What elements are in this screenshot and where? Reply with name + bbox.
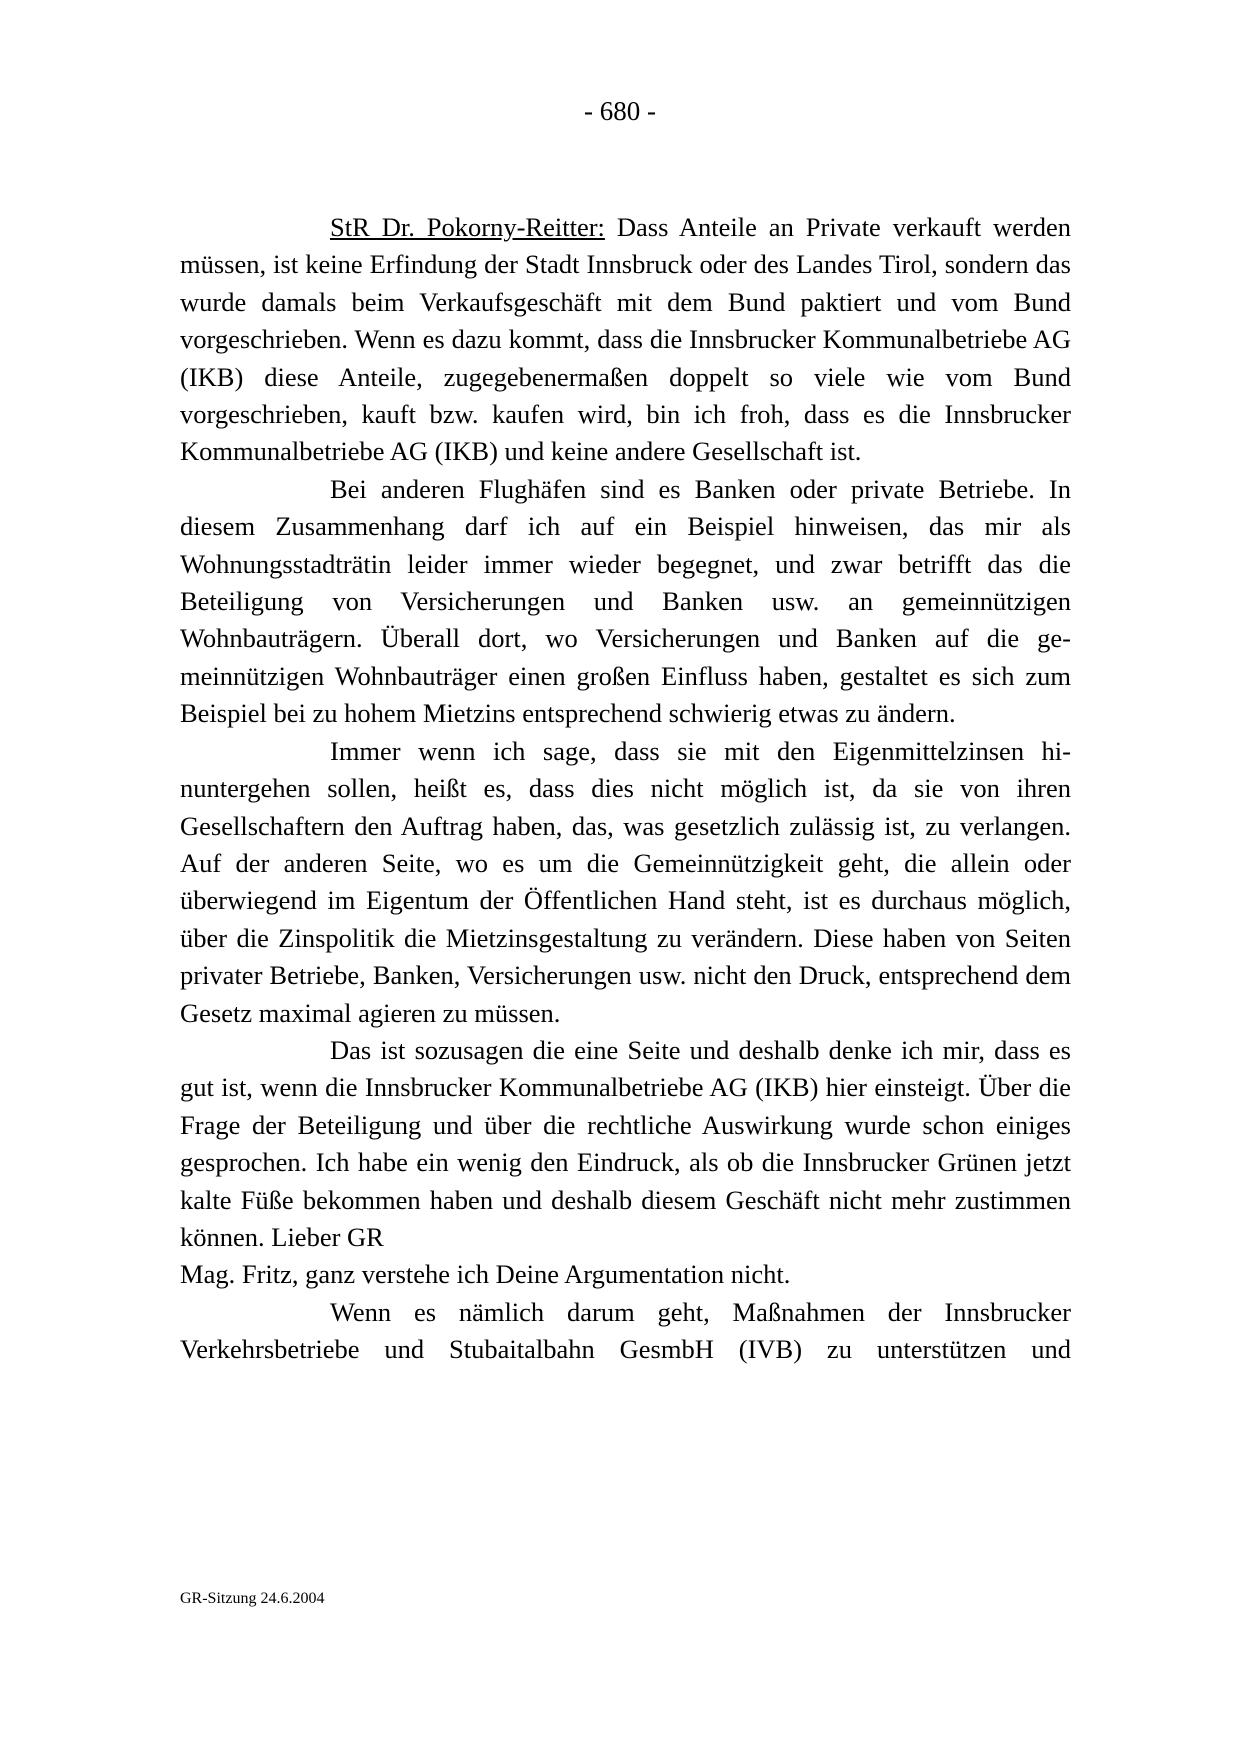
document-body	[180, 209, 1071, 1369]
speaker-name: StR Dr. Pokorny-Reitter:	[330, 212, 605, 242]
paragraph-6: Wenn es nämlich darum geht, Maßnahmen der Innsbrucker Verkehrsbetriebe und Stubaitalbahn GesmbH (IVB) zu unterstützen und	[180, 1296, 1071, 1365]
paragraph-2: Bei anderen Flughäfen sind es Banken oder private Betriebe. In diesem Zusammenhang darf ich auf ein Beispiel hinweisen, das mir als Wohnungsstadträtin leider immer wieder begegnet, und zwar betrifft das die Beteiligung von Versicherungen und Banken usw. an gemeinnützigen Wohnbauträgern. Überall dort, wo Versicherungen und Banken auf die gemeinnützigen Wohnbauträger einen großen Einfluss haben, gestaltet es sich zum Beispiel bei zu hohem Mietzins entsprechend schwierig etwas zu ändern.	[180, 473, 1071, 729]
footer-session-date: GR-Sitzung 24.6.2004	[180, 1590, 325, 1607]
paragraph-3: Immer wenn ich sage, dass sie mit den Eigenmittelzinsen hinuntergehen sollen, heißt es, dass dies nicht möglich ist, da sie von ihren Gesellschaftern den Auftrag haben, das, was gesetzlich zulässig ist, zu verlangen. Auf der anderen Seite, wo es um die Gemeinnützigkeit geht, die allein oder überwiegend im Eigentum der Öffentlichen Hand steht, ist es durchaus möglich, über die Zinspolitik die Mietzinsgestaltung zu verändern. Diese haben von Seiten privater Betriebe, Banken, Versicherungen usw. nicht den Druck, entsprechend dem Gesetz maximal agieren zu müssen.	[180, 735, 1071, 1028]
paragraph-1-text: Dass Anteile an Private verkauft werden müssen, ist keine Erfindung der Stadt Innsbruck oder des Landes Tirol, sondern das wurde damals beim Verkaufsgeschäft mit dem Bund paktiert und vom Bund vorgeschrieben. Wenn es dazu kommt, dass die Innsbrucker Kommunalbetriebe AG (IKB) diese Anteile, zugegebenermaßen doppelt so viele wie vom Bund vorgeschrieben, kauft bzw. kaufen wird, bin ich froh, dass es die Innsbrucker Kommunalbetriebe AG (IKB) und keine andere Gesellschaft ist.	[180, 212, 1071, 467]
page-number: - 680 -	[584, 96, 656, 126]
paragraph-1	[180, 209, 1071, 471]
paragraph-4: Das ist sozusagen die eine Seite und deshalb denke ich mir, dass es gut ist, wenn die Innsbrucker Kommunalbetriebe AG (IKB) hier einsteigt. Über die Frage der Beteiligung und über die rechtliche Auswirkung wurde schon einiges gesprochen. Ich habe ein wenig den Eindruck, als ob die Innsbrucker Grünen jetzt kalte Füße bekommen haben und deshalb diesem Geschäft nicht mehr zustimmen können. Lieber GR	[180, 1034, 1071, 1252]
paragraph-5: Mag. Fritz, ganz verstehe ich Deine Argumentation nicht.	[180, 1259, 791, 1290]
